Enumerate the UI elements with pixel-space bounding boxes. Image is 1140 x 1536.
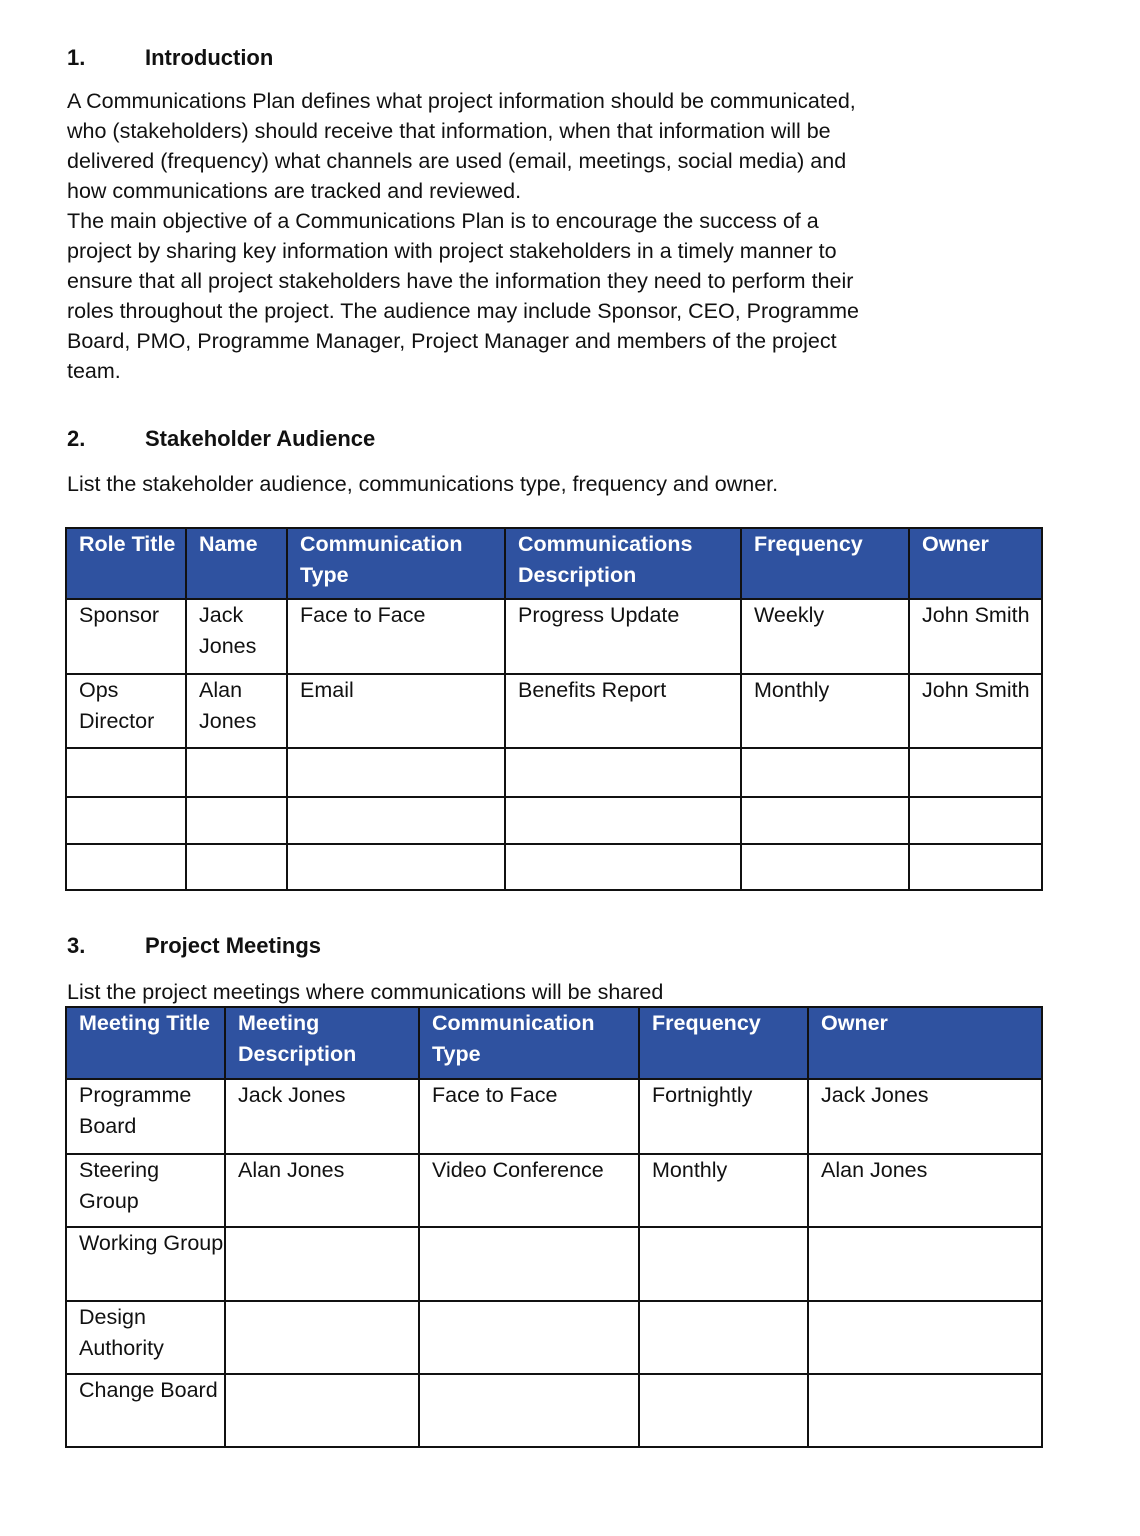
table-cell: Design Authority (66, 1301, 225, 1374)
table-cell: Monthly (639, 1154, 808, 1227)
paragraph-line: delivered (frequency) what channels are used (email, meetings, social media) and (67, 149, 847, 173)
table-cell (639, 1374, 808, 1447)
table-row (66, 599, 1042, 674)
table-cell (909, 748, 1042, 797)
table-cell (225, 1374, 419, 1447)
table-row (66, 1374, 1042, 1447)
table-cell (287, 748, 505, 797)
table-cell: Progress Update (505, 599, 741, 674)
table-cell: Face to Face (287, 599, 505, 674)
stakeholder-intro: List the stakeholder audience, communications type, frequency and owner. (67, 472, 779, 496)
table-cell (225, 1227, 419, 1301)
section-title: Introduction (145, 45, 274, 70)
table-cell (419, 1301, 639, 1374)
table-cell: Video Conference (419, 1154, 639, 1227)
table-cell: Face to Face (419, 1079, 639, 1154)
stakeholder-table (65, 527, 1043, 891)
column-header: Frequency (639, 1007, 808, 1079)
table-cell (741, 797, 909, 844)
table-cell (741, 748, 909, 797)
table-cell (287, 797, 505, 844)
section-title: Project Meetings (145, 933, 322, 958)
paragraph-line: team. (67, 359, 121, 383)
paragraph-line: project by sharing key information with project stakeholders in a timely manner to (67, 239, 837, 263)
paragraph-line: who (stakeholders) should receive that information, when that information will be (67, 119, 831, 143)
section-heading-introduction (67, 45, 273, 71)
table-cell (639, 1227, 808, 1301)
column-header: Name (186, 528, 287, 599)
paragraph-line: how communications are tracked and reviewed. (67, 179, 522, 203)
table-cell (808, 1374, 1042, 1447)
paragraph-line: ensure that all project stakeholders have the information they need to perform their (67, 269, 854, 293)
table-cell: Change Board (66, 1374, 225, 1447)
table-cell (808, 1227, 1042, 1301)
column-header: Meeting Description (225, 1007, 419, 1079)
table-row (66, 1301, 1042, 1374)
paragraph-line: roles throughout the project. The audience may include Sponsor, CEO, Programme (67, 299, 859, 323)
table-cell: Fortnightly (639, 1079, 808, 1154)
table-cell (909, 844, 1042, 890)
column-header: Role Title (66, 528, 186, 599)
table-row (66, 1227, 1042, 1301)
column-header: Communication Type (419, 1007, 639, 1079)
table-cell: Working Group (66, 1227, 225, 1301)
table-cell (505, 844, 741, 890)
table-cell: Jack Jones (186, 599, 287, 674)
table-cell: Sponsor (66, 599, 186, 674)
column-header: Owner (909, 528, 1042, 599)
table-cell (225, 1301, 419, 1374)
table-cell: Alan Jones (225, 1154, 419, 1227)
table-cell (909, 797, 1042, 844)
introduction-paragraph (67, 86, 859, 386)
table-cell (505, 748, 741, 797)
table-cell (186, 797, 287, 844)
table-cell: Jack Jones (225, 1079, 419, 1154)
column-header: Meeting Title (66, 1007, 225, 1079)
table-row (66, 797, 1042, 844)
paragraph-line: The main objective of a Communications Plan is to encourage the success of a (67, 209, 819, 233)
section-heading-stakeholder (67, 426, 375, 452)
table-cell (186, 844, 287, 890)
table-cell: Email (287, 674, 505, 748)
table-cell: Ops Director (66, 674, 186, 748)
section-number: 3. (67, 933, 86, 958)
table-cell: Monthly (741, 674, 909, 748)
table-cell (808, 1301, 1042, 1374)
table-row (66, 1079, 1042, 1154)
table-cell (66, 797, 186, 844)
table-cell (287, 844, 505, 890)
table-cell (639, 1301, 808, 1374)
table-cell: Alan Jones (808, 1154, 1042, 1227)
table-cell: Programme Board (66, 1079, 225, 1154)
table-cell: Alan Jones (186, 674, 287, 748)
section-number: 1. (67, 45, 86, 70)
table-cell (66, 748, 186, 797)
meetings-table (65, 1006, 1043, 1448)
table-row (66, 674, 1042, 748)
table-row (66, 844, 1042, 890)
table-cell (419, 1227, 639, 1301)
table-cell: Benefits Report (505, 674, 741, 748)
column-header: Communication Type (287, 528, 505, 599)
table-cell: Jack Jones (808, 1079, 1042, 1154)
paragraph-line: A Communications Plan defines what project information should be communicated, (67, 89, 856, 113)
table-cell: John Smith (909, 674, 1042, 748)
table-cell (505, 797, 741, 844)
table-row (66, 748, 1042, 797)
table-row (66, 1154, 1042, 1227)
section-heading-meetings (67, 933, 321, 959)
table-cell: John Smith (909, 599, 1042, 674)
paragraph-line: Board, PMO, Programme Manager, Project Manager and members of the project (67, 329, 837, 353)
table-cell (419, 1374, 639, 1447)
meetings-intro: List the project meetings where communications will be shared (67, 980, 664, 1004)
table-header-row (66, 528, 1042, 599)
table-cell (66, 844, 186, 890)
table-cell (186, 748, 287, 797)
table-header-row (66, 1007, 1042, 1079)
column-header: Owner (808, 1007, 1042, 1079)
section-title: Stakeholder Audience (145, 426, 376, 451)
column-header: Communications Description (505, 528, 741, 599)
table-cell (741, 844, 909, 890)
table-cell: Steering Group (66, 1154, 225, 1227)
column-header: Frequency (741, 528, 909, 599)
table-cell: Weekly (741, 599, 909, 674)
section-number: 2. (67, 426, 86, 451)
